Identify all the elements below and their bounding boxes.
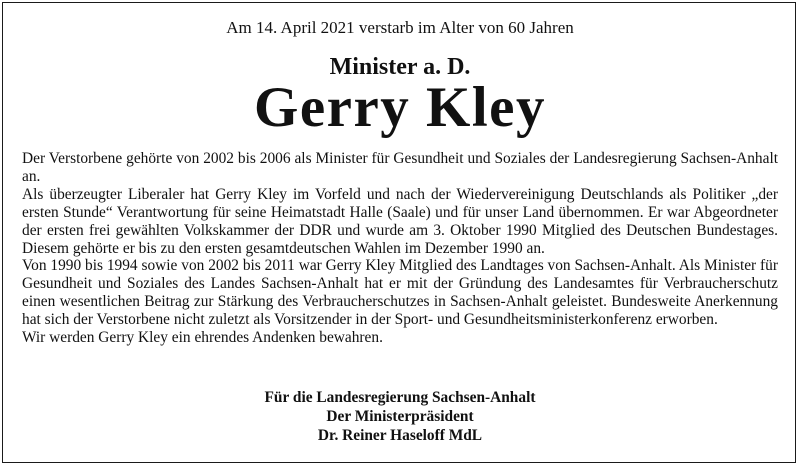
death-announcement-line: Am 14. April 2021 verstarb im Alter von 60 Jahren	[226, 18, 574, 37]
paragraph-political-career: Als überzeugter Liberaler hat Gerry Kley im Vorfeld und nach der Wiedervereinigung Deutschlands als Politiker „der ersten Stunde“ Verantwortung für seine Heimatstadt Halle (Saale) und für unser Land übernommen. Er war Abgeordneter der ersten frei gewählten Volkskammer der DDR und wurde am 3. Oktober 1990 Mitglied des Deutschen Bundestages. Diesem gehörte er bis zu den ersten gesamtdeutschen Wahlen im Dezember 1990 an.	[22, 185, 778, 257]
rank-title: Minister a. D.	[329, 54, 471, 80]
obituary-body	[22, 150, 778, 347]
deceased-name: Gerry Kley	[254, 76, 546, 139]
signature-name: Dr. Reiner Haseloff MdL	[317, 427, 483, 444]
signature-block	[0, 388, 800, 445]
paragraph-closing: Wir werden Gerry Kley ein ehrendes Andenken bewahren.	[22, 329, 383, 347]
signature-office: Der Ministerpräsident	[326, 408, 474, 425]
paragraph-landtag: Von 1990 bis 1994 sowie von 2002 bis 2011 war Gerry Kley Mitglied des Landtages von Sachsen-Anhalt. Als Minister für Gesundheit und Soziales des Landes Sachsen-Anhalt hat er mit der Gründung des Landesamtes für Verbraucherschutz einen wesentlichen Beitrag zur Stärkung des Verbraucherschutzes in Sachsen-Anhalt geleistet. Bundesweite Anerkennung hat sich der Verstorbene nicht zuletzt als Vorsitzender in der Sport- und Gesundheitsministerkonferenz erworben.	[22, 257, 778, 329]
paragraph-ministry: Der Verstorbene gehörte von 2002 bis 2006 als Minister für Gesundheit und Soziales der Landesregierung Sachsen-Anhalt an.	[22, 150, 778, 185]
signature-government: Für die Landesregierung Sachsen-Anhalt	[264, 389, 536, 406]
